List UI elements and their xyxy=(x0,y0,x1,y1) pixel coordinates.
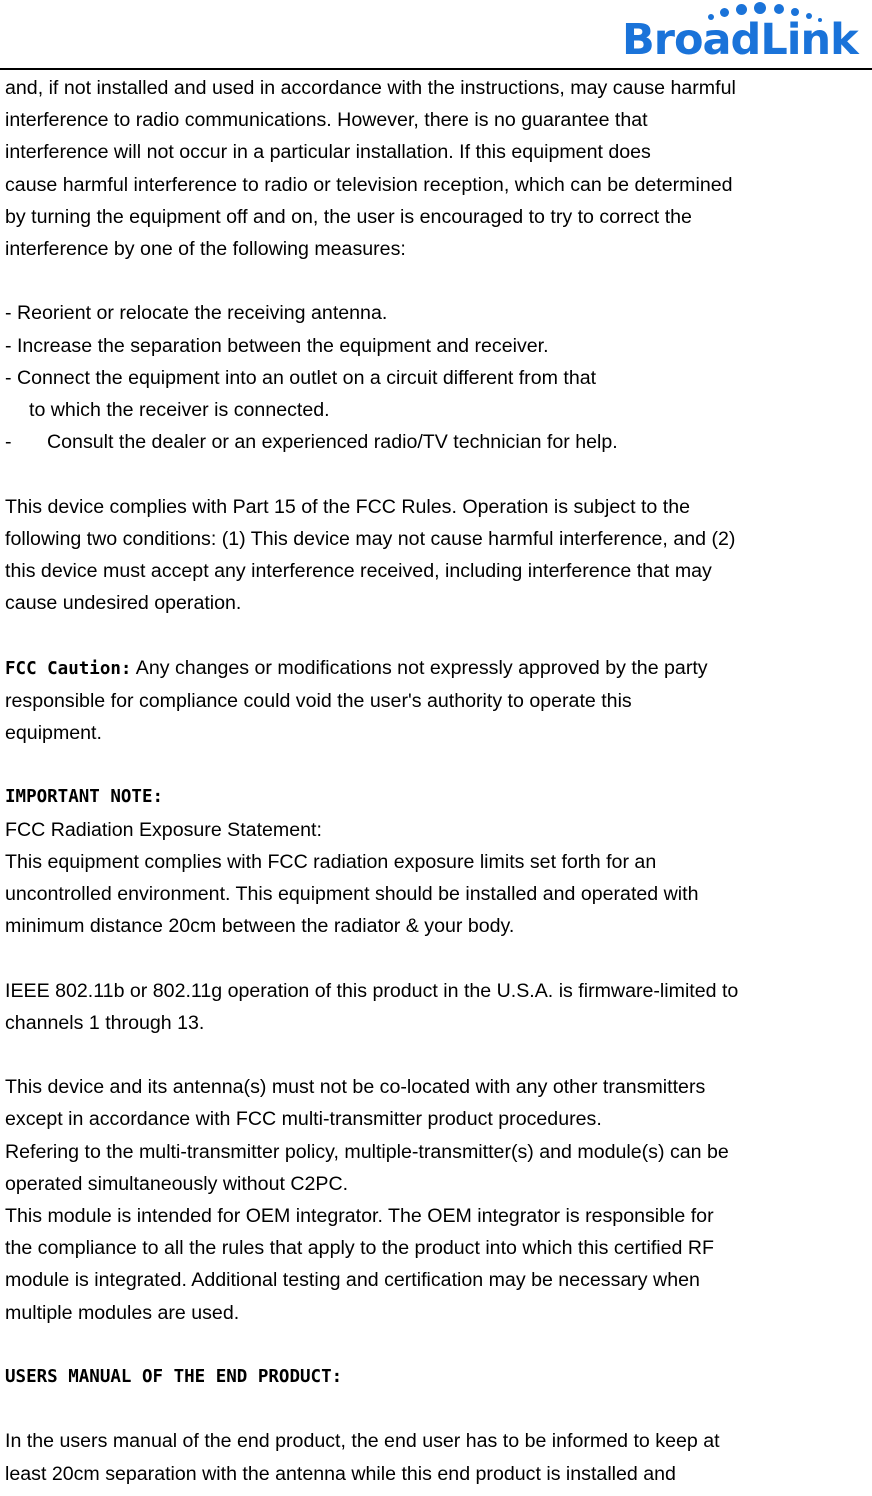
document-body xyxy=(5,72,871,1490)
text-line: by turning the equipment off and on, the user is encouraged to try to correct the xyxy=(5,205,692,228)
list-item: - Connect the equipment into an outlet on a circuit different from that xyxy=(5,366,597,389)
text-line: interference by one of the following measures: xyxy=(5,238,406,261)
fcc-caution-paragraph xyxy=(5,652,871,750)
text-line: FCC Radiation Exposure Statement: xyxy=(5,818,322,841)
text-line: This module is intended for OEM integrator. The OEM integrator is responsible for xyxy=(5,1205,714,1228)
text-line: minimum distance 20cm between the radiator & your body. xyxy=(5,915,515,938)
text-line: equipment. xyxy=(5,722,102,745)
users-manual-paragraph xyxy=(5,1425,871,1489)
text-line: responsible for compliance could void the user's authority to operate this xyxy=(5,689,632,712)
text-line: cause undesired operation. xyxy=(5,592,242,615)
page-header xyxy=(0,0,872,70)
logo-wordmark: BroadLink xyxy=(622,15,858,65)
text-line: This device complies with Part 15 of the FCC Rules. Operation is subject to the xyxy=(5,495,690,518)
text-line: interference to radio communications. However, there is no guarantee that xyxy=(5,109,648,132)
text-line: this device must accept any interference received, including interference that may xyxy=(5,560,712,583)
text-line: uncontrolled environment. This equipment should be installed and operated with xyxy=(5,883,699,906)
text-line: operated simultaneously without C2PC. xyxy=(5,1172,349,1195)
broadlink-logo xyxy=(622,2,868,64)
text-line: This device and its antenna(s) must not be co-located with any other transmitters xyxy=(5,1076,706,1099)
users-manual-heading: USERS MANUAL OF THE END PRODUCT: xyxy=(5,1367,343,1388)
text-line: the compliance to all the rules that apply to the product into which this certified RF xyxy=(5,1237,715,1260)
text-line: This equipment complies with FCC radiation exposure limits set forth for an xyxy=(5,850,657,873)
measures-list xyxy=(5,297,871,458)
radiation-paragraph xyxy=(5,814,871,943)
text-line: except in accordance with FCC multi-transmitter product procedures. xyxy=(5,1108,602,1131)
text-line: IEEE 802.11b or 802.11g operation of this product in the U.S.A. is firmware-limited to xyxy=(5,979,739,1002)
list-dash: - xyxy=(5,431,12,454)
colocation-paragraph xyxy=(5,1071,871,1329)
text-line: cause harmful interference to radio or television reception, which can be determined xyxy=(5,173,733,196)
important-note-heading: IMPORTANT NOTE: xyxy=(5,787,164,808)
text-line: channels 1 through 13. xyxy=(5,1011,205,1034)
text-line: module is integrated. Additional testing and certification may be necessary when xyxy=(5,1269,700,1292)
text-line: interference will not occur in a particular installation. If this equipment does xyxy=(5,141,651,164)
text-line: In the users manual of the end product, the end user has to be informed to keep at xyxy=(5,1430,720,1453)
header-divider xyxy=(0,68,872,70)
list-item: - Reorient or relocate the receiving antenna. xyxy=(5,302,388,325)
text-line: multiple modules are used. xyxy=(5,1301,240,1324)
text-line xyxy=(5,652,871,685)
list-item-text: Consult the dealer or an experienced radio/TV technician for help. xyxy=(47,431,618,454)
text-line: and, if not installed and used in accordance with the instructions, may cause harmful xyxy=(5,77,736,99)
part15-paragraph xyxy=(5,491,871,620)
caution-text: Any changes or modifications not expressly approved by the party xyxy=(131,656,708,679)
list-item xyxy=(5,426,871,458)
list-item: - Increase the separation between the equipment and receiver. xyxy=(5,334,549,357)
text-line: least 20cm separation with the antenna while this end product is installed and xyxy=(5,1462,676,1485)
text-line: Refering to the multi-transmitter policy, multiple-transmitter(s) and module(s) can be xyxy=(5,1140,729,1163)
list-item-continuation: to which the receiver is connected. xyxy=(29,399,330,422)
text-line: following two conditions: (1) This device may not cause harmful interference, and (2) xyxy=(5,527,736,550)
ieee-paragraph xyxy=(5,975,871,1039)
interference-paragraph xyxy=(5,72,871,265)
caution-label: FCC Caution: xyxy=(5,658,132,679)
